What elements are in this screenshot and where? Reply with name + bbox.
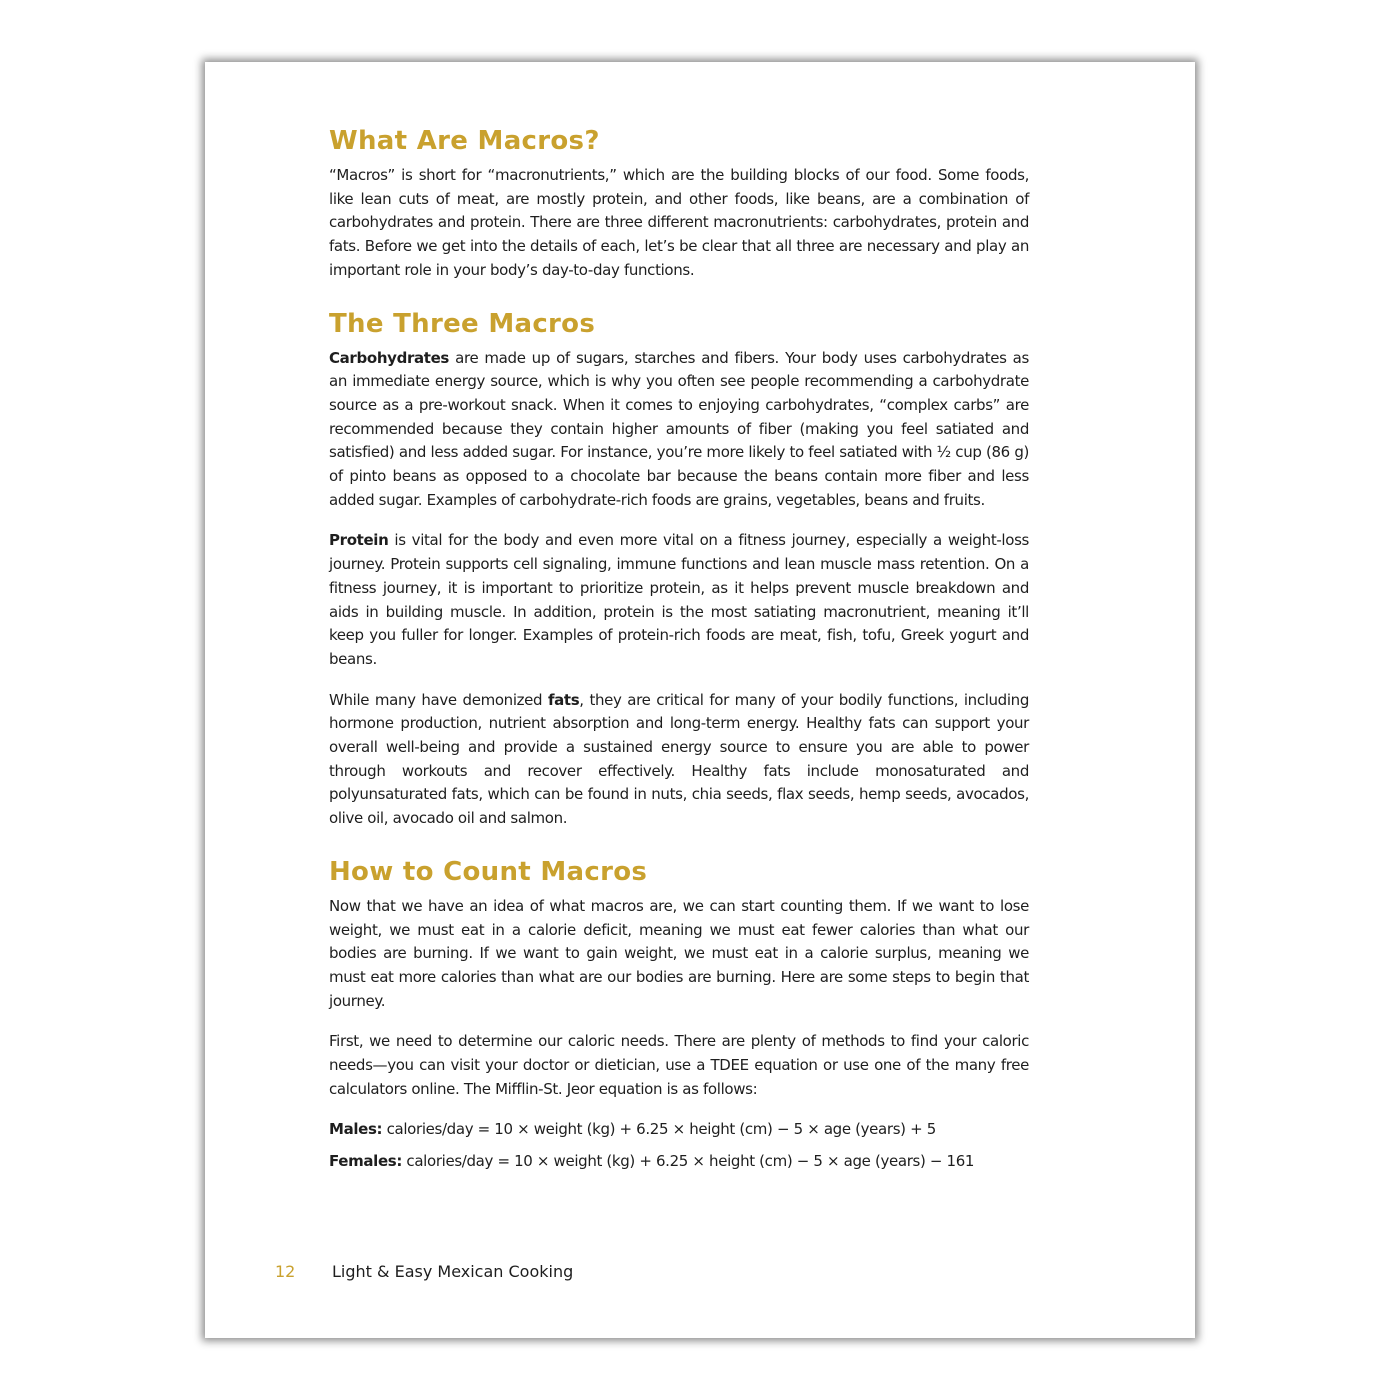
heading-three-macros: The Three Macros [329, 308, 596, 339]
formula-females-text: calories/day = 10 × weight (kg) + 6.25 × height (cm) − 5 × age (years) − 161 [402, 1151, 975, 1170]
paragraph-intro: “Macros” is short for “macronutrients,” which are the building blocks of our food. Some foods, like lean cuts of meat, are mostly protein, and other foods, like beans, are a combination of carbohydrates and protein. There are three different macronutrients: carbohydrates, protein and fats. Before we get into the details of each, let’s be clear that all three are necessary and play an important role in your body’s day-to-day functions. [329, 166, 1029, 279]
fats-text: , they are critical for many of your bodily functions, including hormone production, nutrient absorption and long-term energy. Healthy fats can support your overall well-being and provide a sustained energy source to ensure you are able to power through workouts and recover effectively. Healthy fats include monosaturated and polyunsaturated fats, which can be found in nuts, chia seeds, flax seeds, hemp seeds, avocados, olive oil, avocado oil and salmon. [329, 690, 1030, 828]
book-title: Light & Easy Mexican Cooking [332, 1262, 574, 1281]
heading-what-are-macros: What Are Macros? [329, 126, 600, 156]
paragraph-protein [329, 529, 1029, 671]
formula-males [329, 1118, 1029, 1141]
term-carbohydrates: Carbohydrates [329, 348, 450, 367]
heading-how-to-count: How to Count Macros [329, 856, 648, 887]
page-footer [275, 1262, 573, 1281]
fats-intro-text: While many have demonized [329, 690, 548, 709]
book-page [205, 62, 1195, 1338]
term-protein: Protein [329, 531, 389, 550]
paragraph-count-intro: Now that we have an idea of what macros are, we can start counting them. If we want to lose weight, we must eat in a calorie deficit, meaning we must eat fewer calories than what our bodies are burning. If we want to gain weight, we must eat in a calorie surplus, meaning we must eat more calories than what are our bodies are burning. Here are some steps to begin that journey. [329, 896, 1029, 1010]
formula-males-text: calories/day = 10 × weight (kg) + 6.25 × height (cm) − 5 × age (years) + 5 [382, 1119, 936, 1138]
paragraph-carbohydrates [329, 347, 1029, 513]
carbohydrates-text: are made up of sugars, starches and fibers. Your body uses carbohydrates as an immediate energy source, which is why you often see people recommending a carbohydrate source as a pre-workout snack. When it comes to enjoying carbohydrates, “complex carbs” are recommended because they contain higher amounts of fiber (making you feel satiated and satisfied) and less added sugar. For instance, you’re more likely to feel satiated with ½ cup (86 g) of pinto beans as opposed to a chocolate bar because the beans contain more fiber and less added sugar. Examples of carbohydrate-rich foods are grains, vegetables, beans and fruits. [329, 348, 1029, 509]
page-number: 12 [275, 1262, 296, 1281]
paragraph-caloric-needs: First, we need to determine our caloric needs. There are plenty of methods to find your caloric needs—you can visit your doctor or dietician, use a TDEE equation or use one of the many free calculators online. The Mifflin-St. Jeor equation is as follows: [329, 1032, 1029, 1098]
page-content [329, 126, 1029, 1173]
protein-text: is vital for the body and even more vital on a fitness journey, especially a weight-loss journey. Protein supports cell signaling, immune functions and lean muscle mass retention. On a fitness journey, it is important to prioritize protein, as it helps prevent muscle breakdown and aids in building muscle. In addition, protein is the most satiating macronutrient, meaning it’ll keep you fuller for longer. Examples of protein-rich foods are meat, fish, tofu, Greek yogurt and beans. [329, 531, 1029, 668]
formula-females-label: Females: [329, 1151, 403, 1170]
paragraph-fats [329, 689, 1029, 831]
term-fats: fats [547, 690, 580, 709]
formula-females [329, 1150, 1029, 1173]
formula-males-label: Males: [329, 1119, 383, 1138]
